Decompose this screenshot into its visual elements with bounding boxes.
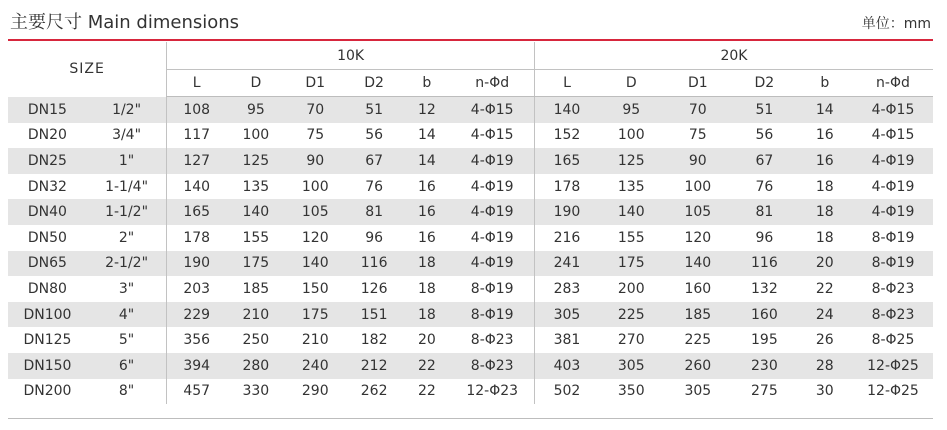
table-cell: 4-Φ15 (871, 127, 915, 144)
table-cell: 8-Φ19 (470, 280, 514, 297)
table-cell: 140 (286, 251, 345, 277)
table-cell: 403 (534, 353, 599, 379)
table-cell: 4-Φ15 (853, 97, 933, 123)
table-cell: 127 (167, 148, 226, 174)
table-cell: 18 (815, 229, 834, 246)
table-cell: 250 (242, 332, 270, 349)
table-cell: 350 (617, 383, 645, 400)
table-cell: 210 (301, 332, 329, 349)
table-cell: 4-Φ19 (871, 178, 915, 195)
table-cell: 70 (286, 97, 345, 123)
table-cell: 70 (664, 97, 733, 123)
column-header-10k: D1 (286, 70, 345, 97)
table-cell: 18 (797, 199, 853, 225)
dn-size-cell: DN65 (8, 251, 87, 277)
table-cell: 132 (751, 280, 778, 297)
table-cell: 95 (226, 97, 285, 123)
column-header-10k: b (403, 70, 450, 97)
table-cell: 22 (815, 280, 834, 297)
table-cell: 305 (534, 302, 599, 328)
table-cell: 100 (242, 127, 270, 144)
inch-size-cell: 5" (118, 332, 135, 349)
table-cell: 76 (755, 178, 774, 195)
table-cell: 8-Φ25 (871, 332, 915, 349)
table-cell: 100 (617, 127, 645, 144)
table-cell: 95 (599, 97, 664, 123)
table-cell: 216 (534, 225, 599, 251)
table-cell: 8-Φ19 (871, 229, 915, 246)
table-cell: 140 (226, 199, 285, 225)
table-cell: 125 (599, 148, 664, 174)
title-divider (8, 39, 933, 41)
table-cell: 12-Φ25 (867, 383, 919, 400)
table-cell: 241 (534, 251, 599, 277)
table-cell: 190 (534, 199, 599, 225)
column-header-10k: D (226, 70, 285, 97)
inch-size-cell: 8" (118, 383, 135, 400)
group-header-10k: 10K (167, 42, 535, 70)
table-row (8, 276, 933, 302)
table-cell: 155 (617, 229, 645, 246)
table-cell: 18 (417, 280, 436, 297)
table-cell: 96 (365, 229, 384, 246)
table-cell: 305 (599, 353, 664, 379)
table-cell: 260 (664, 353, 733, 379)
table-row (8, 148, 933, 174)
column-header-10k: L (167, 70, 226, 97)
column-header-20k: D2 (732, 70, 797, 97)
dn-size-cell: DN150 (8, 353, 87, 379)
dn-size-cell: DN20 (27, 127, 67, 144)
table-row (8, 97, 933, 123)
table-cell: 105 (286, 199, 345, 225)
table-row (8, 353, 933, 379)
column-header-20k: b (797, 70, 853, 97)
table-cell: 105 (664, 199, 733, 225)
table-cell: 116 (345, 251, 403, 277)
table-row (8, 174, 933, 200)
table-cell: 100 (301, 178, 329, 195)
table-cell: 457 (167, 379, 226, 405)
table-cell: 394 (167, 353, 226, 379)
inch-size-cell: 2-1/2" (87, 251, 167, 277)
table-cell: 76 (365, 178, 384, 195)
table-cell: 225 (684, 332, 712, 349)
table-cell: 4-Φ15 (450, 97, 534, 123)
table-row (8, 225, 933, 251)
table-cell: 225 (599, 302, 664, 328)
table-cell: 24 (797, 302, 853, 328)
table-cell: 75 (306, 127, 325, 144)
dn-size-cell: DN25 (8, 148, 87, 174)
table-cell: 165 (167, 199, 226, 225)
table-cell: 178 (534, 174, 599, 200)
column-header-10k: n-Φd (450, 70, 534, 97)
table-cell: 135 (617, 178, 645, 195)
table-cell: 8-Φ19 (853, 251, 933, 277)
dn-size-cell: DN100 (8, 302, 87, 328)
table-cell: 14 (417, 127, 436, 144)
table-cell: 8-Φ23 (450, 353, 534, 379)
table-cell: 20 (417, 332, 436, 349)
column-header-20k: L (534, 70, 599, 97)
table-cell: 283 (534, 276, 599, 302)
table-cell: 240 (286, 353, 345, 379)
table-cell: 210 (226, 302, 285, 328)
table-cell: 18 (815, 178, 834, 195)
column-header-20k: n-Φd (853, 70, 933, 97)
table-cell: 22 (403, 353, 450, 379)
table-cell: 108 (167, 97, 226, 123)
inch-size-cell: 3" (118, 280, 135, 297)
table-cell: 90 (286, 148, 345, 174)
table-row (8, 302, 933, 328)
table-cell: 4-Φ19 (450, 148, 534, 174)
table-cell: 140 (167, 174, 226, 200)
table-cell: 51 (345, 97, 403, 123)
table-cell: 120 (684, 229, 712, 246)
inch-size-cell: 3/4" (112, 127, 142, 144)
table-cell: 175 (226, 251, 285, 277)
table-cell: 275 (751, 383, 778, 400)
table-cell: 195 (751, 332, 778, 349)
table-cell: 230 (732, 353, 797, 379)
table-cell: 8-Φ23 (470, 332, 514, 349)
table-cell: 330 (242, 383, 270, 400)
table-cell: 116 (732, 251, 797, 277)
column-header-20k: D (599, 70, 664, 97)
table-cell: 12 (403, 97, 450, 123)
table-cell: 151 (345, 302, 403, 328)
table-cell: 305 (684, 383, 712, 400)
inch-size-cell: 2" (118, 229, 135, 246)
dn-size-cell: DN200 (23, 383, 72, 400)
table-cell: 8-Φ23 (853, 302, 933, 328)
table-cell: 175 (286, 302, 345, 328)
table-cell: 16 (417, 178, 436, 195)
table-cell: 18 (403, 251, 450, 277)
table-cell: 96 (755, 229, 774, 246)
table-header (8, 42, 933, 97)
table-cell: 12-Φ25 (853, 353, 933, 379)
table-cell: 14 (403, 148, 450, 174)
table-cell: 140 (534, 97, 599, 123)
table-cell: 155 (242, 229, 270, 246)
table-cell: 26 (815, 332, 834, 349)
table-cell: 152 (534, 123, 599, 149)
table-cell: 185 (242, 280, 270, 297)
table-cell: 75 (688, 127, 707, 144)
inch-size-cell: 4" (87, 302, 167, 328)
column-header-10k: D2 (345, 70, 403, 97)
inch-size-cell: 6" (87, 353, 167, 379)
table-cell: 18 (403, 302, 450, 328)
table-cell: 280 (226, 353, 285, 379)
dimensions-table (8, 42, 933, 404)
table-cell: 126 (360, 280, 388, 297)
table-cell: 16 (417, 229, 436, 246)
table-row (8, 327, 933, 353)
table-cell: 81 (345, 199, 403, 225)
table-cell: 140 (599, 199, 664, 225)
table-cell: 175 (599, 251, 664, 277)
inch-size-cell: 1-1/2" (87, 199, 167, 225)
table-row (8, 251, 933, 277)
table-cell: 165 (534, 148, 599, 174)
column-header-20k: D1 (664, 70, 733, 97)
table-cell: 120 (301, 229, 329, 246)
table-cell: 4-Φ19 (853, 199, 933, 225)
table-cell: 185 (664, 302, 733, 328)
table-cell: 8-Φ19 (450, 302, 534, 328)
table-cell: 135 (242, 178, 270, 195)
table-cell: 16 (815, 127, 834, 144)
table-cell: 90 (664, 148, 733, 174)
inch-size-cell: 1" (87, 148, 167, 174)
table-cell: 16 (797, 148, 853, 174)
unit-label: 单位：mm (861, 16, 931, 32)
table-cell: 160 (684, 280, 712, 297)
table-cell: 262 (360, 383, 388, 400)
size-header: SIZE (69, 61, 105, 78)
table-cell: 8-Φ23 (871, 280, 915, 297)
dn-size-cell: DN40 (8, 199, 87, 225)
table-cell: 100 (684, 178, 712, 195)
table-cell: 212 (345, 353, 403, 379)
table-row (8, 123, 933, 149)
table-cell: 56 (755, 127, 774, 144)
table-cell: 81 (732, 199, 797, 225)
page-title: 主要尺寸 Main dimensions (10, 12, 240, 33)
group-header-20k: 20K (534, 42, 933, 70)
table-cell: 4-Φ19 (470, 178, 514, 195)
table-cell: 51 (732, 97, 797, 123)
table-cell: 4-Φ19 (853, 148, 933, 174)
table-cell: 20 (797, 251, 853, 277)
table-cell: 190 (167, 251, 226, 277)
table-cell: 270 (617, 332, 645, 349)
table-cell: 56 (365, 127, 384, 144)
table-cell: 160 (732, 302, 797, 328)
inch-size-cell: 1/2" (87, 97, 167, 123)
table-cell: 4-Φ15 (470, 127, 514, 144)
table-cell: 356 (167, 327, 226, 353)
dn-size-cell: DN50 (27, 229, 67, 246)
table-cell: 4-Φ19 (470, 229, 514, 246)
table-cell: 203 (167, 276, 226, 302)
table-cell: 16 (403, 199, 450, 225)
table-cell: 67 (732, 148, 797, 174)
table-cell: 229 (167, 302, 226, 328)
dn-size-cell: DN125 (23, 332, 72, 349)
inch-size-cell: 1-1/4" (105, 178, 149, 195)
table-row (8, 379, 933, 405)
table-cell: 22 (417, 383, 436, 400)
dn-size-cell: DN32 (27, 178, 67, 195)
table-cell: 182 (360, 332, 388, 349)
table-body (8, 97, 933, 405)
table-cell: 28 (797, 353, 853, 379)
table-cell: 4-Φ19 (450, 251, 534, 277)
table-cell: 4-Φ19 (450, 199, 534, 225)
table-cell: 14 (797, 97, 853, 123)
table-cell: 178 (167, 225, 226, 251)
table-cell: 150 (301, 280, 329, 297)
table-cell: 125 (226, 148, 285, 174)
dn-size-cell: DN80 (27, 280, 67, 297)
table-cell: 502 (534, 379, 599, 405)
table-cell: 140 (664, 251, 733, 277)
table-cell: 117 (167, 123, 226, 149)
table-bottom-border (8, 418, 933, 419)
table-row (8, 199, 933, 225)
table-cell: 12-Φ23 (466, 383, 519, 400)
table-cell: 200 (617, 280, 645, 297)
dn-size-cell: DN15 (8, 97, 87, 123)
table-cell: 67 (345, 148, 403, 174)
table-cell: 290 (301, 383, 329, 400)
table-cell: 381 (534, 327, 599, 353)
table-cell: 30 (815, 383, 834, 400)
